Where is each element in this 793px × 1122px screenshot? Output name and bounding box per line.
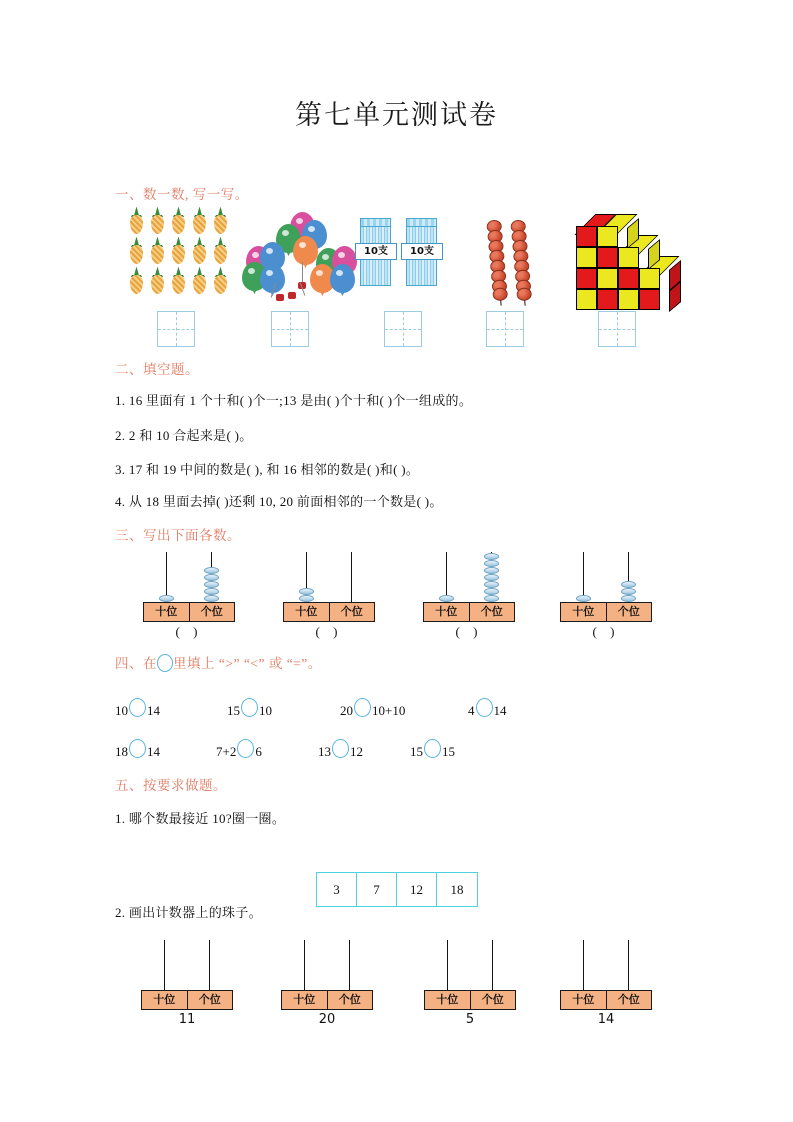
counter-target-value: 20 xyxy=(318,1012,336,1027)
number-cell[interactable]: 3 xyxy=(317,873,357,906)
compare-right: 14 xyxy=(147,743,160,759)
counter-target-value: 5 xyxy=(465,1012,475,1027)
bead xyxy=(204,595,219,602)
counter-diagram xyxy=(423,552,515,639)
counter-target-value: 14 xyxy=(597,1012,615,1027)
ones-place-label: 个位 xyxy=(338,993,361,1006)
bead xyxy=(484,588,499,595)
pineapple-group-icon xyxy=(126,205,231,305)
compare-circle-icon xyxy=(157,654,173,672)
compare-circle[interactable] xyxy=(129,698,146,717)
number-cell[interactable]: 18 xyxy=(450,882,464,897)
ones-place-label: 个位 xyxy=(617,993,640,1006)
compare-left: 15 xyxy=(410,743,423,759)
counter-diagram xyxy=(560,552,652,639)
tens-rod xyxy=(304,940,305,992)
number-choice-table xyxy=(316,872,478,907)
compare-circle[interactable] xyxy=(354,698,371,717)
bead xyxy=(439,595,454,602)
bead xyxy=(484,560,499,567)
ones-rod xyxy=(628,940,629,992)
place-value-base xyxy=(281,990,373,1010)
section-5-question-2: 2. 画出计数器上的珠子。 xyxy=(115,905,262,920)
counter-diagram-blank[interactable] xyxy=(281,940,373,1027)
compare-left: 4 xyxy=(468,702,475,718)
answer-box[interactable] xyxy=(157,311,195,347)
bead xyxy=(299,595,314,602)
counter-answer-blank[interactable]: ( ) xyxy=(592,624,620,639)
compare-item xyxy=(216,742,262,761)
answer-box[interactable] xyxy=(271,311,309,347)
compare-circle[interactable] xyxy=(129,739,146,758)
answer-box[interactable] xyxy=(486,311,524,347)
tens-rod xyxy=(583,940,584,992)
ones-place-label: 个位 xyxy=(617,605,640,618)
place-value-base xyxy=(143,602,235,622)
bead xyxy=(204,574,219,581)
ones-place-label: 个位 xyxy=(200,605,223,618)
ones-place-label: 个位 xyxy=(198,993,221,1006)
answer-box[interactable] xyxy=(598,311,636,347)
compare-right: 14 xyxy=(147,702,160,718)
bead xyxy=(204,567,219,574)
bead xyxy=(621,588,636,595)
compare-right: 14 xyxy=(493,702,507,718)
counter-diagram xyxy=(143,552,235,639)
section-4-heading-prefix: 四、在 xyxy=(115,656,157,671)
ones-place-label: 个位 xyxy=(481,993,504,1006)
number-cell[interactable]: 7 xyxy=(357,873,397,906)
compare-item xyxy=(340,701,405,720)
compare-left: 20 xyxy=(340,702,353,718)
ones-rod xyxy=(349,940,350,992)
counter-target-value: 11 xyxy=(178,1012,196,1027)
counter-diagram-blank[interactable] xyxy=(141,940,233,1027)
tens-place-label: 十位 xyxy=(425,991,471,1009)
compare-circle[interactable] xyxy=(241,698,258,717)
counter-diagram-blank[interactable] xyxy=(560,940,652,1027)
section-2-question-2: 2. 2 和 10 合起来是( )。 xyxy=(115,428,253,443)
section-2-question-1: 1. 16 里面有 1 个十和( )个一;13 是由( )个十和( )个一组成的。 xyxy=(115,393,473,408)
compare-left: 15 xyxy=(227,702,240,718)
counter-answer-blank[interactable]: ( ) xyxy=(175,624,203,639)
ones-rod xyxy=(351,552,352,604)
bead xyxy=(484,574,499,581)
tens-place-label: 十位 xyxy=(561,603,607,621)
compare-left: 18 xyxy=(115,743,128,759)
pencil-bundle-label: 10支 xyxy=(355,243,397,260)
place-value-base xyxy=(423,602,515,622)
counter-diagram-blank[interactable] xyxy=(424,940,516,1027)
tens-rod xyxy=(164,940,165,992)
compare-circle[interactable] xyxy=(424,739,441,758)
counter-diagram xyxy=(283,552,375,639)
candied-skewers-icon xyxy=(484,218,544,318)
bead xyxy=(621,595,636,602)
tens-place-label: 十位 xyxy=(561,991,607,1009)
place-value-base xyxy=(560,602,652,622)
bead xyxy=(484,567,499,574)
compare-right: 10+10 xyxy=(372,702,406,718)
place-value-base xyxy=(141,990,233,1010)
tens-place-label: 十位 xyxy=(424,603,470,621)
compare-item xyxy=(468,701,507,720)
counter-answer-blank[interactable]: ( ) xyxy=(455,624,483,639)
tens-place-label: 十位 xyxy=(282,991,328,1009)
tens-place-label: 十位 xyxy=(284,603,330,621)
balloon-cluster-icon xyxy=(240,212,370,312)
compare-item xyxy=(115,742,160,761)
section-5-heading: 五、按要求做题。 xyxy=(115,778,227,793)
ones-rod xyxy=(492,940,493,992)
bead xyxy=(621,581,636,588)
compare-right: 12 xyxy=(350,743,363,759)
compare-circle[interactable] xyxy=(237,739,254,758)
answer-box[interactable] xyxy=(384,311,422,347)
ones-place-label: 个位 xyxy=(480,605,503,618)
compare-right: 10 xyxy=(259,702,272,718)
compare-left: 13 xyxy=(318,743,331,759)
bead xyxy=(484,595,499,602)
counter-answer-blank[interactable]: ( ) xyxy=(315,624,343,639)
compare-circle[interactable] xyxy=(332,739,349,758)
place-value-base xyxy=(560,990,652,1010)
tens-rod xyxy=(447,940,448,992)
bead xyxy=(484,553,499,560)
bead xyxy=(204,588,219,595)
bead xyxy=(159,595,174,602)
compare-item xyxy=(115,701,160,720)
compare-item xyxy=(410,742,455,761)
number-cell[interactable]: 12 xyxy=(397,873,437,906)
tens-place-label: 十位 xyxy=(142,991,188,1009)
section-1-heading: 一、数一数, 写一写。 xyxy=(115,187,249,202)
compare-circle[interactable] xyxy=(476,698,493,717)
ones-place-label: 个位 xyxy=(340,605,363,618)
pencil-bundles-icon xyxy=(358,218,448,318)
bead xyxy=(204,581,219,588)
section-4-heading-suffix: 里填上 “>” “<” 或 “=”。 xyxy=(173,656,322,671)
section-2-question-3: 3. 17 和 19 中间的数是( ), 和 16 相邻的数是( )和( )。 xyxy=(115,462,420,477)
section-3-heading: 三、写出下面各数。 xyxy=(115,528,241,543)
pencil-bundle-label: 10支 xyxy=(401,243,443,260)
bead xyxy=(484,581,499,588)
bead xyxy=(299,588,314,595)
ones-rod xyxy=(209,940,210,992)
section-2-question-4: 4. 从 18 里面去掉( )还剩 10, 20 前面相邻的一个数是( )。 xyxy=(115,494,443,509)
place-value-base xyxy=(424,990,516,1010)
compare-right: 6 xyxy=(255,743,262,759)
section-5-question-1: 1. 哪个数最接近 10?圈一圈。 xyxy=(115,811,286,826)
compare-item xyxy=(318,742,363,761)
compare-left: 10 xyxy=(115,702,128,718)
bead xyxy=(576,595,591,602)
compare-left: 7+2 xyxy=(216,743,237,759)
page-title: 第七单元测试卷 xyxy=(295,100,498,130)
compare-item xyxy=(227,701,272,720)
compare-right: 15 xyxy=(442,743,455,759)
section-2-heading: 二、填空题。 xyxy=(115,362,199,377)
place-value-base xyxy=(283,602,375,622)
tens-place-label: 十位 xyxy=(144,603,190,621)
section-4-heading xyxy=(115,652,322,674)
